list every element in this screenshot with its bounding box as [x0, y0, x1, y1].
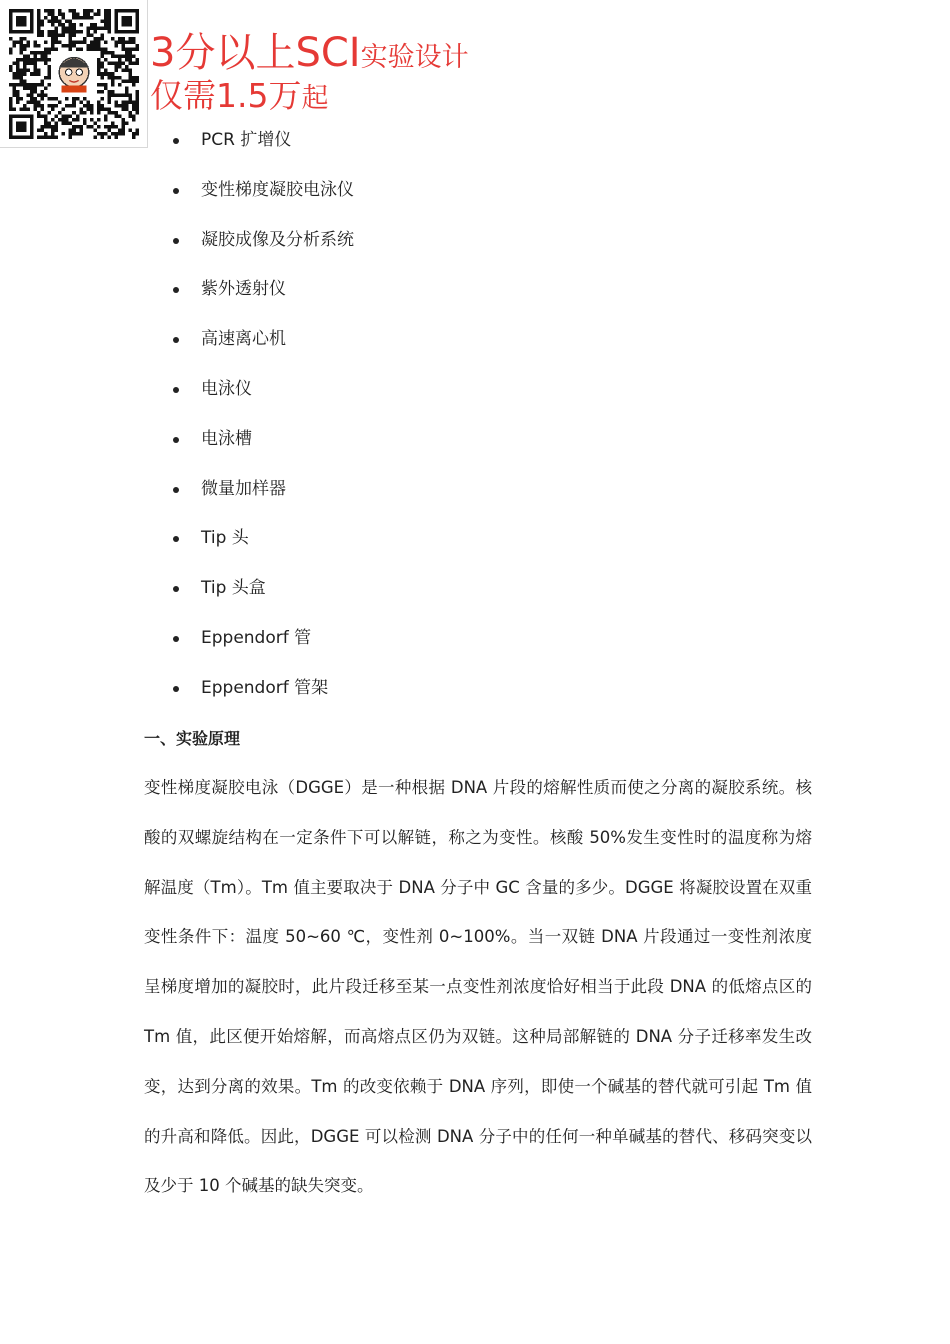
- bullet-icon: [173, 487, 179, 493]
- list-item: Tip 头盒: [0, 564, 354, 614]
- bullet-icon: [173, 686, 179, 692]
- promo-text: [150, 30, 469, 119]
- promo-price: 仅需1.5万起: [150, 76, 329, 115]
- list-item: Eppendorf 管: [0, 614, 354, 664]
- list-item: 电泳仪: [0, 365, 354, 415]
- section-heading: 一、实验原理: [144, 729, 241, 748]
- bullet-icon: [173, 636, 179, 642]
- equipment-list: [0, 116, 354, 714]
- list-item: 微量加样器: [0, 465, 354, 515]
- bullet-icon: [173, 387, 179, 393]
- bullet-icon: [173, 287, 179, 293]
- bullet-icon: [173, 337, 179, 343]
- bullet-icon: [173, 238, 179, 244]
- bullet-icon: [173, 586, 179, 592]
- list-item: 紫外透射仪: [0, 265, 354, 315]
- bullet-icon: [173, 138, 179, 144]
- list-item: 电泳槽: [0, 415, 354, 465]
- list-item: Eppendorf 管架: [0, 664, 354, 714]
- list-item: PCR 扩增仪: [0, 116, 354, 166]
- promo-headline: 3分以上SCI实验设计: [150, 30, 469, 76]
- list-item: Tip 头: [0, 514, 354, 564]
- bullet-icon: [173, 437, 179, 443]
- list-item: 凝胶成像及分析系统: [0, 216, 354, 266]
- bullet-icon: [173, 188, 179, 194]
- section-paragraph: 变性梯度凝胶电泳（DGGE）是一种根据 DNA 片段的熔解性质而使之分离的凝胶系统。核酸的双螺旋结构在一定条件下可以解链，称之为变性。核酸 50%发生变性时的温度称为熔解温度（Tm）。Tm 值主要取决于 DNA 分子中 GC 含量的多少。DGGE 将凝胶设置在双重变性条件下：温度 50~60 ℃，变性剂 0~100%。当一双链 DNA 片段通过一变性剂浓度呈梯度增加的凝胶时，此片段迁移至某一点变性剂浓度恰好相当于此段 DNA 的低熔点区的 Tm 值，此区便开始熔解，而高熔点区仍为双链。这种局部解链的 DNA 分子迁移率发生改变，达到分离的效果。Tm 的改变依赖于 DNA 序列，即使一个碱基的替代就可引起 Tm 值的升高和降低。因此，DGGE 可以检测 DNA 分子中的任何一种单碱基的替代、移码突变以及少于 10 个碱基的缺失突变。: [144, 778, 812, 1196]
- mascot-icon: [55, 55, 94, 94]
- list-item: 变性梯度凝胶电泳仪: [0, 166, 354, 216]
- list-item: 高速离心机: [0, 315, 354, 365]
- bullet-icon: [173, 536, 179, 542]
